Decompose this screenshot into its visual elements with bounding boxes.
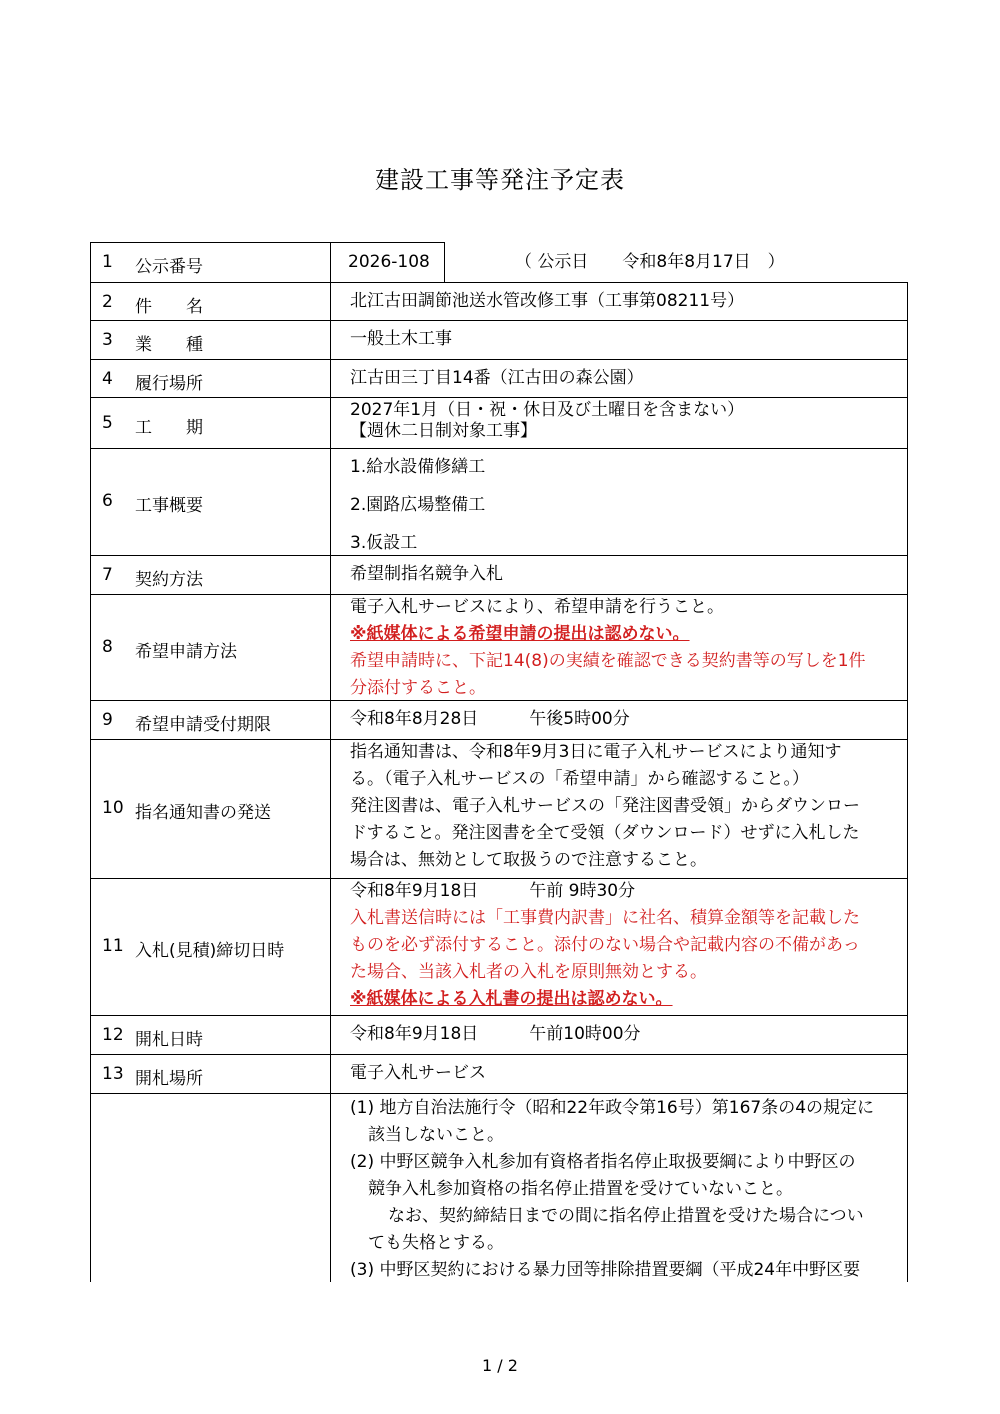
row-label: 開札日時 bbox=[135, 1030, 203, 1050]
row-number: 6 bbox=[102, 491, 113, 511]
industry-type: 一般土木工事 bbox=[350, 329, 452, 349]
row-label: 入札(見積)締切日時 bbox=[135, 941, 285, 961]
row-label: 工 期 bbox=[135, 418, 203, 438]
row-divider bbox=[90, 1054, 908, 1055]
table-border-left bbox=[90, 242, 91, 1282]
opening-datetime: 令和8年9月18日 午前10時00分 bbox=[350, 1024, 641, 1044]
work-period: 2027年1月（日・祝・休日及び土曜日を含まない） 【週休二日制対象工事】 bbox=[350, 400, 745, 441]
list-item: (3) 中野区契約における暴力団等排除措置要綱（平成24年中野区要 bbox=[350, 1260, 861, 1280]
row-divider bbox=[90, 320, 908, 321]
row-number: 7 bbox=[102, 565, 113, 585]
row-number: 3 bbox=[102, 330, 113, 350]
eligibility-conditions: (1) 地方自治法施行令（昭和22年政令第16号）第167条の4の規定に 該当しないこと。 (2) 中野区競争入札参加有資格者指名停止取扱要綱により中野区の 競争入札参加資格の指名停止措置を受けていないこと。 なお、契約締結日までの間に指名停止措置を受けた場合につい ても失格とする。 (3) 中野区契約における暴力団等排除措置要綱（平成24年中野区要 bbox=[350, 1095, 898, 1284]
bid-deadline: 令和8年9月18日 午前 9時30分 入札書送信時には「工事費内訳書」に社名、積算金額等を記載した ものを必ず添付すること。添付のない場合や記載内容の不備があっ た場合、当該入札者の入札を原則無効とする。 ※紙媒体による入札書の提出は認めない。 bbox=[350, 878, 898, 1013]
row-label: 業 種 bbox=[135, 335, 203, 355]
list-item: (1) 地方自治法施行令（昭和22年政令第16号）第167条の4の規定に bbox=[350, 1098, 875, 1118]
number-cell-divider bbox=[444, 242, 445, 282]
notice-number: 2026-108 bbox=[348, 252, 430, 272]
row-number: 1 bbox=[102, 252, 113, 272]
row-divider bbox=[90, 1093, 908, 1094]
row-label: 希望申請受付期限 bbox=[135, 715, 271, 735]
row-label: 履行場所 bbox=[135, 374, 203, 394]
opening-place: 電子入札サービス bbox=[350, 1063, 486, 1083]
row-divider bbox=[90, 397, 908, 398]
row-label: 開札場所 bbox=[135, 1069, 203, 1089]
row-divider bbox=[90, 1015, 908, 1016]
row-divider bbox=[90, 282, 908, 283]
row-number: 8 bbox=[102, 637, 113, 657]
row-number: 11 bbox=[102, 936, 124, 956]
row-number: 2 bbox=[102, 292, 113, 312]
work-location: 江古田三丁目14番（江古田の森公園） bbox=[350, 368, 644, 388]
notice-date: （ 公示日 令和8年8月17日 ） bbox=[515, 252, 785, 272]
list-item: (2) 中野区競争入札参加有資格者指名停止取扱要綱により中野区の bbox=[350, 1152, 856, 1172]
paper-bid-notice: ※紙媒体による入札書の提出は認めない。 bbox=[350, 989, 673, 1009]
row-number: 4 bbox=[102, 369, 113, 389]
table-border-top bbox=[90, 242, 445, 243]
row-number: 12 bbox=[102, 1025, 124, 1045]
row-label: 契約方法 bbox=[135, 570, 203, 590]
row-number: 13 bbox=[102, 1064, 124, 1084]
row-label: 希望申請方法 bbox=[135, 642, 237, 662]
row-number: 9 bbox=[102, 710, 113, 730]
list-item: 1.給水設備修繕工 bbox=[350, 457, 486, 477]
designation-notice: 指名通知書は、令和8年9月3日に電子入札サービスにより通知す る。（電子入札サービスの「希望申請」から確認すること。） 発注図書は、電子入札サービスの「発注図書受領」からダウンロー ドすること。発注図書を全て受領（ダウンロード）せずに入札した 場合は、無効として取扱うので注意すること。 bbox=[350, 742, 860, 870]
project-name: 北江古田調節池送水管改修工事（工事第08211号） bbox=[350, 291, 745, 311]
paper-notice: ※紙媒体による希望申請の提出は認めない。 bbox=[350, 624, 690, 644]
order-schedule-table bbox=[90, 242, 908, 1282]
work-summary bbox=[350, 448, 898, 562]
application-deadline: 令和8年8月28日 午後5時00分 bbox=[350, 709, 630, 729]
row-label: 指名通知書の発送 bbox=[135, 803, 271, 823]
application-method: 電子入札サービスにより、希望申請を行うこと。 ※紙媒体による希望申請の提出は認めない。 希望申請時に、下記14(8)の実績を確認できる契約書等の写しを1件 分添付すること。 bbox=[350, 594, 898, 702]
row-label: 工事概要 bbox=[135, 496, 203, 516]
row-divider bbox=[90, 359, 908, 360]
row-number: 10 bbox=[102, 798, 124, 818]
list-item: 3.仮設工 bbox=[350, 533, 418, 553]
row-label: 件 名 bbox=[135, 297, 203, 317]
row-label: 公示番号 bbox=[135, 257, 203, 277]
list-item: 2.園路広場整備工 bbox=[350, 495, 486, 515]
table-column-divider bbox=[330, 242, 331, 1282]
row-number: 5 bbox=[102, 413, 113, 433]
contract-method: 希望制指名競争入札 bbox=[350, 564, 503, 584]
page-title: 建設工事等発注予定表 bbox=[375, 166, 625, 194]
table-border-right bbox=[907, 282, 908, 1282]
page-number: 1 / 2 bbox=[482, 1356, 518, 1375]
